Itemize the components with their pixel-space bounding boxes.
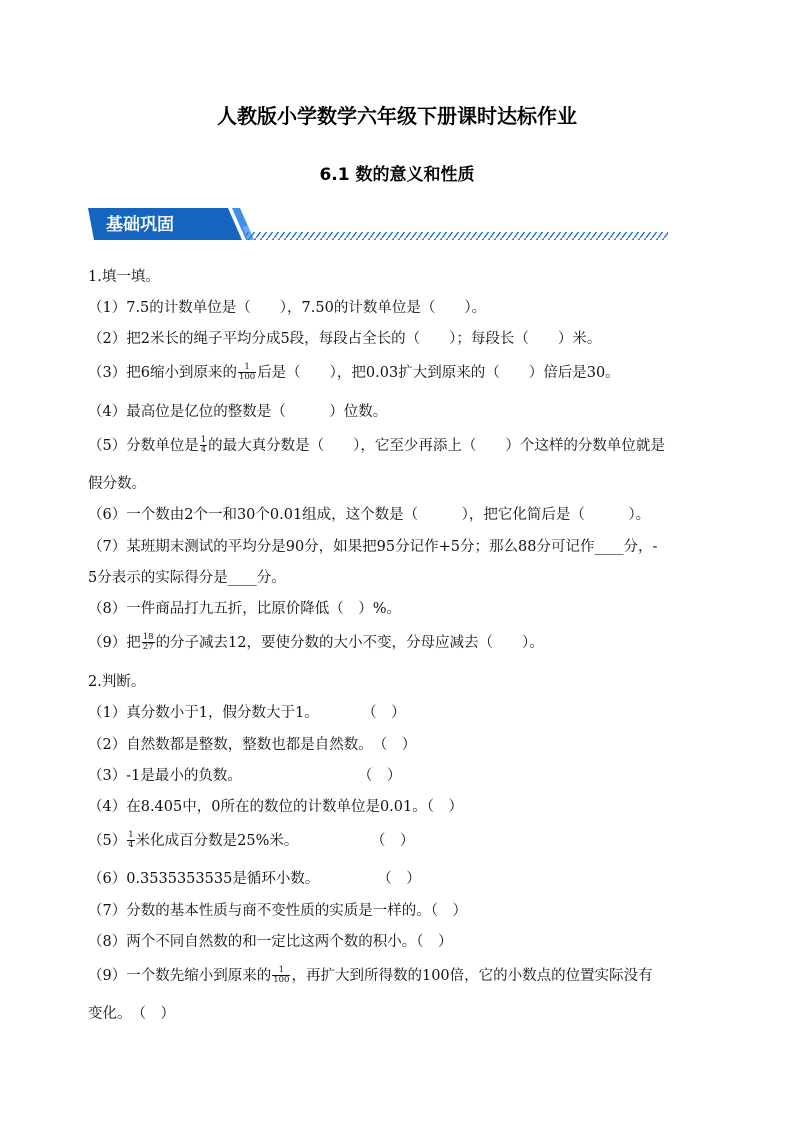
q1-item-1: （1）7.5的计数单位是（ ），7.50的计数单位是（ ）。	[88, 300, 487, 316]
q1-item-5-continued: 假分数。	[88, 476, 146, 492]
q1-item-5	[88, 434, 665, 456]
fraction: $\frac{18}{27}$	[142, 631, 154, 652]
q2-item-8: （8）两个不同自然数的和一定比这两个数的积小。（ ）	[88, 934, 453, 950]
section-title: 6.1 数的意义和性质	[319, 165, 475, 185]
q2-item-7: （7）分数的基本性质与商不变性质的实质是一样的。（ ）	[88, 903, 467, 919]
q1-item-4: （4）最高位是亿位的整数是（ ）位数。	[88, 404, 388, 420]
fraction: $\frac{1}{100}$	[273, 964, 290, 985]
q1-item-9-text-a: （9）把	[88, 635, 141, 651]
q2-item-5-text-b: 米化成百分数是25%米。 （ ）	[135, 833, 415, 849]
q2-item-9-text-b: ，再扩大到所得数的100倍，它的小数点的位置实际没有	[291, 968, 653, 984]
q1-item-9-text-b: 的分子减去12，要使分数的大小不变，分母应减去（ ）。	[155, 635, 544, 651]
q1-item-7-continued: 5分表示的实际得分是____分。	[88, 570, 286, 586]
q2-item-9	[88, 964, 653, 986]
q1-item-5-text-b: 的最大真分数是（ ），它至少再添上（ ）个这样的分数单位就是	[208, 438, 665, 454]
q1-item-8: （8）一件商品打九五折，比原价降低（ ）%。	[88, 601, 402, 617]
banner-hatch-line	[246, 232, 668, 240]
q1-item-9	[88, 631, 544, 653]
q1-item-3-text-a: （3）把6缩小到原来的	[88, 365, 237, 381]
q2-item-6: （6）0.3535353535是循环小数。 （ ）	[88, 871, 421, 887]
q1-item-7: （7）某班期末测试的平均分是90分，如果把95分记作+5分；那么88分可记作____分，-	[88, 539, 658, 555]
question-2-heading: 2.判断。	[88, 674, 146, 690]
q2-item-2: （2）自然数都是整数，整数也都是自然数。 （ ）	[88, 737, 417, 753]
q1-item-3	[88, 361, 620, 383]
fraction: $\frac{1}{4}$	[128, 829, 134, 850]
q1-item-5-text-a: （5）分数单位是	[88, 438, 199, 454]
question-1-heading: 1.填一填。	[88, 269, 160, 285]
banner-label: 基础巩固	[106, 215, 174, 235]
q2-item-5-text-a: （5）	[88, 833, 127, 849]
q2-item-9-text-a: （9）一个数先缩小到原来的	[88, 968, 272, 984]
page-title: 人教版小学数学六年级下册课时达标作业	[217, 104, 577, 128]
q1-item-3-text-b: 后是（ ），把0.03扩大到原来的（ ）倍后是30。	[257, 365, 620, 381]
q1-item-2: （2）把2米长的绳子平均分成5段，每段占全长的（ ）；每段长（ ）米。	[88, 331, 602, 347]
fraction: $\frac{1}{100}$	[238, 361, 256, 382]
q2-item-4: （4）在8.405中，0所在的数位的计数单位是0.01。（ ）	[88, 799, 463, 815]
fraction: $\frac{1}{4}$	[200, 434, 207, 455]
q2-item-3: （3）-1是最小的负数。 （ ）	[88, 768, 402, 784]
q2-item-1: （1）真分数小于1，假分数大于1。 （ ）	[88, 705, 406, 721]
q2-item-5	[88, 829, 414, 851]
section-banner	[88, 206, 668, 242]
q1-item-6: （6）一个数由2个一和30个0.01组成，这个数是（ ），把它化简后是（ ）。	[88, 507, 651, 523]
q2-item-9-continued: 变化。 （ ）	[88, 1006, 175, 1022]
